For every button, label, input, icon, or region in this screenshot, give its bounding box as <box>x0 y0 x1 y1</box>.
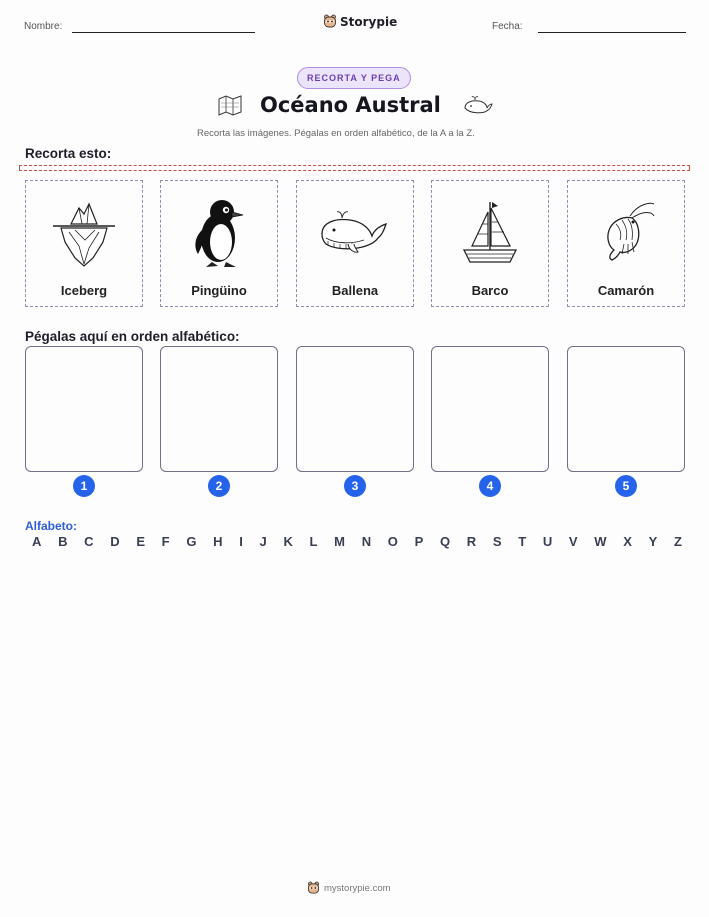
footer-site[interactable]: mystorypie.com <box>324 882 391 894</box>
card-shrimp[interactable] <box>567 180 685 307</box>
letter: O <box>387 534 398 549</box>
letter: Y <box>648 534 658 549</box>
cut-heading: Recorta esto: <box>25 146 112 161</box>
letter: G <box>186 534 197 549</box>
paste-heading: Pégalas aquí en orden alfabético: <box>25 329 240 344</box>
letter: X <box>623 534 632 549</box>
paste-slot-2[interactable] <box>160 346 278 472</box>
alphabet-letters <box>32 534 682 549</box>
slot-number-5: 5 <box>615 475 637 497</box>
letter: E <box>136 534 145 549</box>
letter: V <box>568 534 578 549</box>
letter: P <box>414 534 424 549</box>
paste-slot-3[interactable] <box>296 346 414 472</box>
slot-number-4: 4 <box>479 475 501 497</box>
letter: I <box>239 534 243 549</box>
name-label: Nombre: <box>24 21 63 32</box>
letter: M <box>334 534 345 549</box>
paste-slot-1[interactable] <box>25 346 143 472</box>
instructions: Recorta las imágenes. Pégalas en orden alfabético, de la A a la Z. <box>197 128 475 139</box>
name-line[interactable] <box>72 32 255 33</box>
alphabet-heading: Alfabeto: <box>25 519 77 533</box>
letter: T <box>518 534 527 549</box>
letter: U <box>542 534 553 549</box>
card-label: Iceberg <box>60 283 108 298</box>
letter: C <box>84 534 94 549</box>
storypie-logo-icon <box>323 14 337 29</box>
date-label: Fecha: <box>492 21 523 32</box>
letter: N <box>361 534 372 549</box>
sailboat-icon <box>458 196 522 270</box>
iceberg-icon <box>49 196 119 270</box>
letter: D <box>110 534 120 549</box>
card-iceberg[interactable] <box>25 180 143 307</box>
slot-number-1: 1 <box>73 475 95 497</box>
letter: R <box>466 534 477 549</box>
card-sailboat[interactable] <box>431 180 549 307</box>
letter: H <box>213 534 223 549</box>
page-title: Océano Austral <box>260 93 441 117</box>
penguin-icon <box>188 196 250 270</box>
card-label: Pingüino <box>191 283 247 298</box>
small-whale-icon <box>462 95 494 122</box>
shrimp-icon <box>594 200 658 266</box>
letter: L <box>309 534 318 549</box>
paste-slot-5[interactable] <box>567 346 685 472</box>
storypie-logo-icon <box>307 881 320 895</box>
whale-icon <box>318 208 392 258</box>
paste-slot-4[interactable] <box>431 346 549 472</box>
slot-number-3: 3 <box>344 475 366 497</box>
card-label: Barco <box>471 283 509 298</box>
footer <box>307 881 391 895</box>
letter: Q <box>439 534 451 549</box>
letter: F <box>161 534 170 549</box>
card-label: Ballena <box>331 283 379 298</box>
card-label: Camarón <box>597 283 655 298</box>
card-whale[interactable] <box>296 180 414 307</box>
letter: B <box>58 534 68 549</box>
brand-name: Storypie <box>340 14 398 29</box>
date-line[interactable] <box>538 32 686 33</box>
letter: S <box>492 534 502 549</box>
slot-number-2: 2 <box>208 475 230 497</box>
letter: W <box>594 534 607 549</box>
cut-line <box>19 165 690 171</box>
map-icon <box>216 93 244 122</box>
activity-badge: RECORTA Y PEGA <box>297 67 411 89</box>
card-penguin[interactable] <box>160 180 278 307</box>
letter: J <box>259 534 267 549</box>
letter: A <box>32 534 42 549</box>
letter: K <box>283 534 293 549</box>
brand-logo <box>323 14 397 29</box>
letter: Z <box>673 534 682 549</box>
